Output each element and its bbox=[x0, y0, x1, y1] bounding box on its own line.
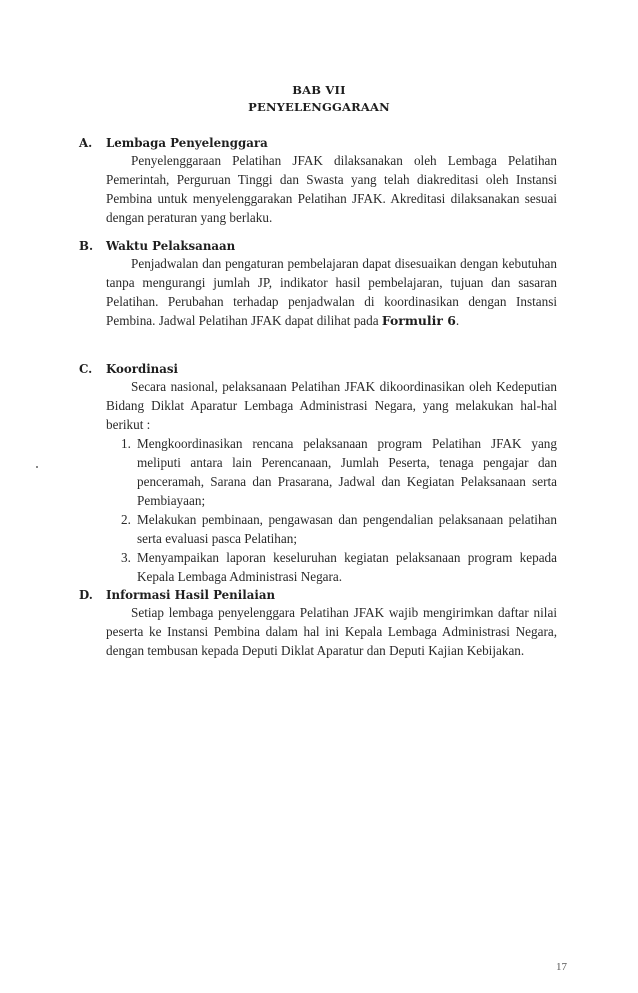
section-b-heading bbox=[79, 238, 559, 254]
coordination-list bbox=[121, 434, 557, 586]
section-a-text: Penyelenggaraan Pelatihan JFAK dilaksanakan oleh Lembaga Pelatihan Pemerintah, Perguruan Tinggi dan Swasta yang telah diakreditasi oleh Instansi Pembina untuk menyelenggarakan Pelatihan JFAK. Akreditasi dilaksanakan sesuai dengan peraturan yang berlaku. bbox=[106, 153, 557, 225]
section-a-heading bbox=[79, 135, 559, 151]
section-a-title: Lembaga Penyelenggara bbox=[106, 136, 268, 150]
section-c-title: Koordinasi bbox=[106, 362, 179, 376]
section-a bbox=[79, 135, 559, 227]
section-a-letter: A. bbox=[79, 136, 93, 150]
section-c-letter: C. bbox=[79, 362, 93, 376]
section-b-title: Waktu Pelaksanaan bbox=[106, 239, 236, 253]
section-d-heading bbox=[79, 587, 559, 603]
section-d-paragraph bbox=[106, 603, 557, 660]
section-a-paragraph bbox=[106, 151, 557, 227]
scan-speck bbox=[36, 466, 38, 468]
section-c-paragraph bbox=[106, 377, 557, 434]
list-item-number: 3. bbox=[121, 550, 131, 565]
section-b-paragraph bbox=[106, 254, 557, 330]
section-c bbox=[79, 361, 559, 586]
section-d-text: Setiap lembaga penyelenggara Pelatihan JFAK wajib mengirimkan daftar nilai peserta ke Instansi Pembina dalam hal ini Kepala Lembaga Administrasi Negara, dengan tembusan kepada Deputi Diklat Aparatur dan Deputi Kajian Kebijakan. bbox=[106, 605, 557, 658]
section-c-text: Secara nasional, pelaksanaan Pelatihan JFAK dikoordinasikan oleh Kedeputian Bidang Diklat Aparatur Lembaga Administrasi Negara, yang melakukan hal-hal berikut : bbox=[106, 379, 557, 432]
section-d-letter: D. bbox=[79, 588, 93, 602]
list-item-text: Mengkoordinasikan rencana pelaksanaan program Pelatihan JFAK yang meliputi antara lain Perencanaan, Jumlah Peserta, tenaga pengajar dan penceramah, Sarana dan Prasarana, Jadwal dan Kegiatan Pelaksanaan serta Pembiayaan; bbox=[137, 436, 557, 508]
section-b-text: Penjadwalan dan pengaturan pembelajaran dapat disesuaikan dengan kebutuhan tanpa mengurangi jumlah JP, indikator hasil pembelajaran, tujuan dan sasaran Pelatihan. Perubahan terhadap penjadwalan di koordinasikan dengan Instansi Pembina. Jadwal Pelatihan JFAK dapat dilihat pada bbox=[106, 256, 557, 328]
list-item-number: 2. bbox=[121, 512, 131, 527]
list-item bbox=[121, 510, 557, 548]
list-item-number: 1. bbox=[121, 436, 131, 451]
chapter-title: PENYELENGGARAAN bbox=[248, 100, 390, 114]
page-number: 17 bbox=[556, 961, 567, 973]
section-b bbox=[79, 238, 559, 330]
section-d-title: Informasi Hasil Penilaian bbox=[106, 588, 276, 602]
list-item-text: Melakukan pembinaan, pengawasan dan pengendalian pelaksanaan pelatihan serta evaluasi pasca Pelatihan; bbox=[137, 512, 557, 546]
section-b-letter: B. bbox=[79, 239, 94, 253]
list-item bbox=[121, 548, 557, 586]
list-item bbox=[121, 434, 557, 510]
section-d bbox=[79, 587, 559, 660]
chapter-number: BAB VII bbox=[292, 83, 346, 97]
section-c-heading bbox=[79, 361, 559, 377]
section-b-end: . bbox=[455, 313, 460, 328]
form-reference: Formulir 6 bbox=[381, 313, 456, 328]
list-item-text: Menyampaikan laporan keseluruhan kegiatan pelaksanaan program kepada Kepala Lembaga Administrasi Negara. bbox=[137, 550, 557, 584]
